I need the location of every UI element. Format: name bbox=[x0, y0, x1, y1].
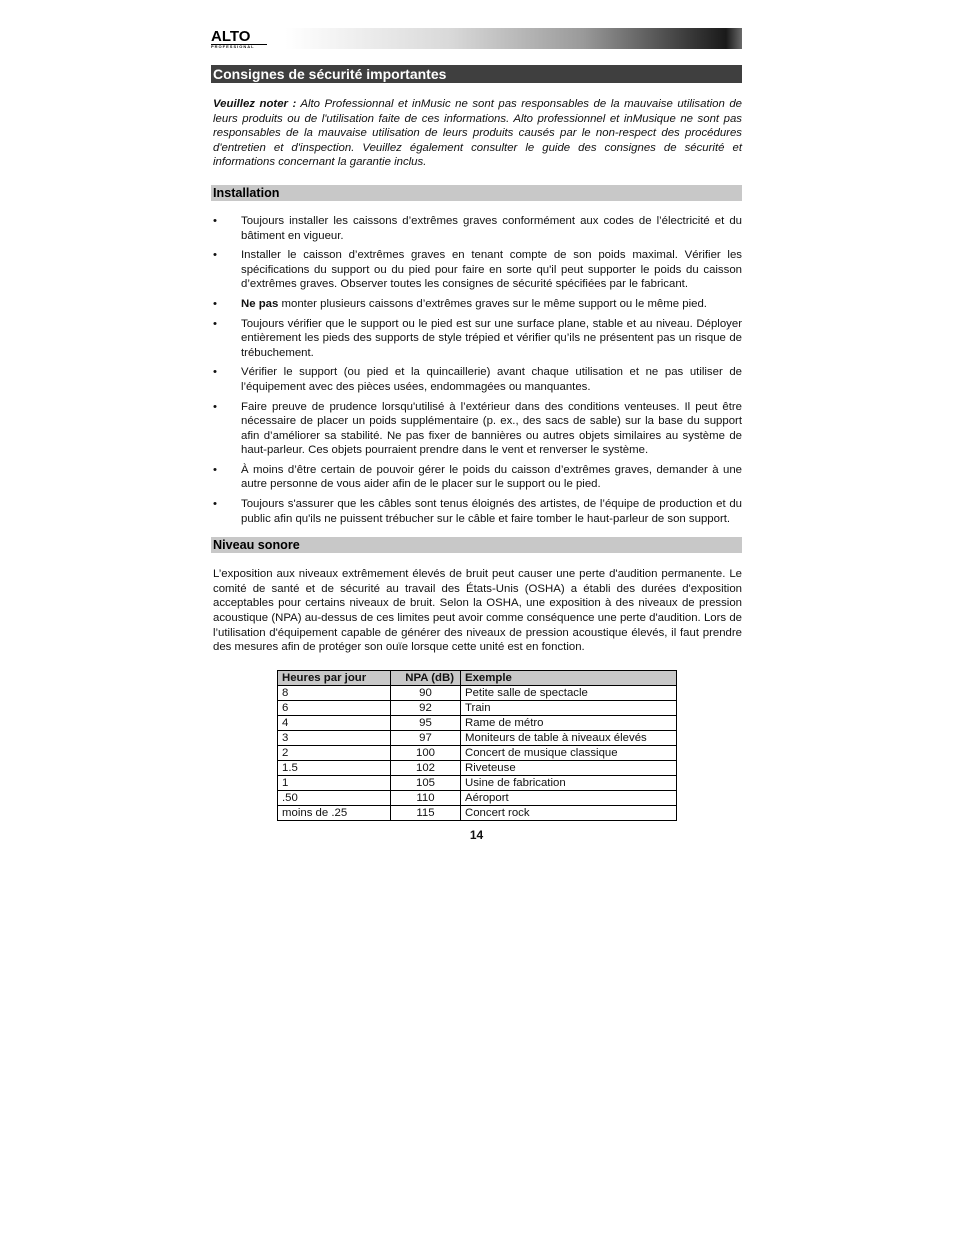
cell-example: Aéroport bbox=[461, 790, 677, 805]
bullet: • bbox=[213, 366, 217, 379]
cell-npa: 105 bbox=[391, 775, 461, 790]
table-row bbox=[278, 730, 677, 745]
cell-hours: 6 bbox=[278, 700, 391, 715]
table-row bbox=[278, 760, 677, 775]
bullet: • bbox=[213, 249, 217, 262]
table-row bbox=[278, 745, 677, 760]
logo-subtext: PROFESSIONAL bbox=[211, 44, 267, 49]
noise-paragraph: L’exposition aux niveaux extrêmement élevés de bruit peut causer une perte d'audition permanente. Le comité de santé et de sécurité au travail des États-Unis (OSHA) a établi des durées d'exposition acceptables pour certains niveaux de bruit. Selon la OSHA, une exposition à des niveaux de pression acoustique (NPA) au-dessus de ces limites peut avoir comme conséquence une perte d'audition. Lors de l’utilisation d'équipement capable de générer des niveaux de pression acoustique élevés, il faut prendre des mesures afin de protéger son ouïe lorsque cette unité est en fonction. bbox=[213, 568, 742, 654]
item-text: monter plusieurs caissons d’extrêmes graves sur le même support ou le même pied. bbox=[278, 297, 707, 310]
cell-example: Usine de fabrication bbox=[461, 775, 677, 790]
page-number: 14 bbox=[469, 827, 484, 842]
list-item bbox=[211, 463, 742, 492]
cell-hours: 2 bbox=[278, 745, 391, 760]
cell-npa: 110 bbox=[391, 790, 461, 805]
item-text: Vérifier le support (ou pied et la quincaillerie) avant chaque utilisation et ne pas utiliser de l’équipement avec des pièces usées, endommagées ou manquantes. bbox=[241, 366, 742, 393]
exposure-table bbox=[277, 670, 677, 821]
bullet: • bbox=[213, 317, 217, 330]
table-row bbox=[278, 790, 677, 805]
table-row bbox=[278, 805, 677, 820]
bullet: • bbox=[213, 498, 217, 511]
cell-hours: 8 bbox=[278, 685, 391, 700]
cell-example: Concert rock bbox=[461, 805, 677, 820]
table-header-row bbox=[278, 670, 677, 685]
cell-npa: 95 bbox=[391, 715, 461, 730]
cell-npa: 115 bbox=[391, 805, 461, 820]
header-npa: NPA (dB) bbox=[391, 670, 461, 685]
item-text: À moins d’être certain de pouvoir gérer le poids du caisson d’extrêmes graves, demander à une autre personne de vous aider afin de le placer sur le support ou le pied. bbox=[241, 463, 742, 491]
bullet: • bbox=[213, 463, 217, 476]
list-item bbox=[211, 248, 742, 292]
list-item bbox=[211, 297, 742, 312]
header-hours: Heures par jour bbox=[278, 670, 391, 685]
note-label: Veuillez noter : bbox=[213, 98, 297, 110]
cell-example: Petite salle de spectacle bbox=[461, 685, 677, 700]
installation-list bbox=[211, 214, 742, 526]
item-bold: Ne pas bbox=[241, 297, 279, 310]
header-example: Exemple bbox=[461, 670, 677, 685]
list-item bbox=[211, 214, 742, 243]
cell-npa: 90 bbox=[391, 685, 461, 700]
bullet: • bbox=[213, 297, 217, 310]
cell-example: Riveteuse bbox=[461, 760, 677, 775]
cell-example: Concert de musique classique bbox=[461, 745, 677, 760]
manual-page bbox=[211, 28, 742, 842]
cell-hours: 3 bbox=[278, 730, 391, 745]
item-text: Toujours s'assurer que les câbles sont tenus éloignés des artistes, de l’équipe de production et du public afin qu'ils ne puissent trébucher sur le câble et faire tomber le haut-parleur de son support. bbox=[241, 498, 742, 525]
cell-hours: moins de .25 bbox=[278, 805, 391, 820]
cell-npa: 102 bbox=[391, 760, 461, 775]
cell-npa: 100 bbox=[391, 745, 461, 760]
table-row bbox=[278, 715, 677, 730]
table-row bbox=[278, 685, 677, 700]
table-row bbox=[278, 700, 677, 715]
cell-example: Moniteurs de table à niveaux élevés bbox=[461, 730, 677, 745]
cell-npa: 92 bbox=[391, 700, 461, 715]
cell-hours: 1.5 bbox=[278, 760, 391, 775]
bullet: • bbox=[213, 400, 217, 413]
table-row bbox=[278, 775, 677, 790]
cell-hours: .50 bbox=[278, 790, 391, 805]
section-title-installation: Installation bbox=[211, 185, 742, 201]
cell-example: Rame de métro bbox=[461, 715, 677, 730]
cell-hours: 4 bbox=[278, 715, 391, 730]
list-item bbox=[211, 365, 742, 394]
list-item bbox=[211, 317, 742, 361]
list-item bbox=[211, 497, 742, 526]
item-text: Toujours vérifier que le support ou le pied est sur une surface plane, stable et au niveau. Déployer entièrement les pieds des supports de style trépied et vérifier qu’ils ne présentent pas un risque de trébuchement. bbox=[241, 317, 742, 359]
bullet: • bbox=[213, 214, 217, 227]
section-title-niveau-sonore: Niveau sonore bbox=[211, 537, 742, 553]
cell-npa: 97 bbox=[391, 730, 461, 745]
item-text: Toujours installer les caissons d’extrêmes graves conformément aux codes de l’électricité et du bâtiment en vigueur. bbox=[241, 214, 742, 242]
note-text: Alto Professionnal et inMusic ne sont pas responsables de la mauvaise utilisation de leurs produits ou de l'utilisation faite de ces informations. Alto professionnel et inMusique ne sont pas responsables de la mauvaise utilisation de leurs produits causés par le non-respect des procédures d'entretien et d'inspection. Veuillez également consulter le guide des consignes de sécurité et informations concernant la garantie inclus. bbox=[213, 98, 742, 169]
list-item bbox=[211, 400, 742, 458]
logo-text: ALTO bbox=[211, 28, 251, 45]
cell-hours: 1 bbox=[278, 775, 391, 790]
item-text: Installer le caisson d’extrêmes graves en tenant compte de son poids maximal. Vérifier les spécifications du support ou du pied pour faire en sorte qu'il peut supporter le poids du caisson d’extrêmes graves. Observer toutes les consignes de sécurité spécifiées par le fabricant. bbox=[241, 249, 742, 291]
cell-example: Train bbox=[461, 700, 677, 715]
alto-logo bbox=[211, 30, 269, 48]
item-text: Faire preuve de prudence lorsqu'utilisé à l’extérieur dans des conditions venteuses. Il peut être nécessaire de placer un poids supplémentaire (p. ex., des sacs de sable) sur la base du support afin d’améliorer sa stabilité. Ne pas fixer de bannières ou autres objets similaires au système de haut-parleur. Ces objets pourraient prendre dans le vent et renverser le système. bbox=[241, 400, 742, 457]
header-bar bbox=[211, 28, 742, 49]
note-paragraph bbox=[213, 97, 742, 170]
main-title: Consignes de sécurité importantes bbox=[211, 65, 742, 83]
